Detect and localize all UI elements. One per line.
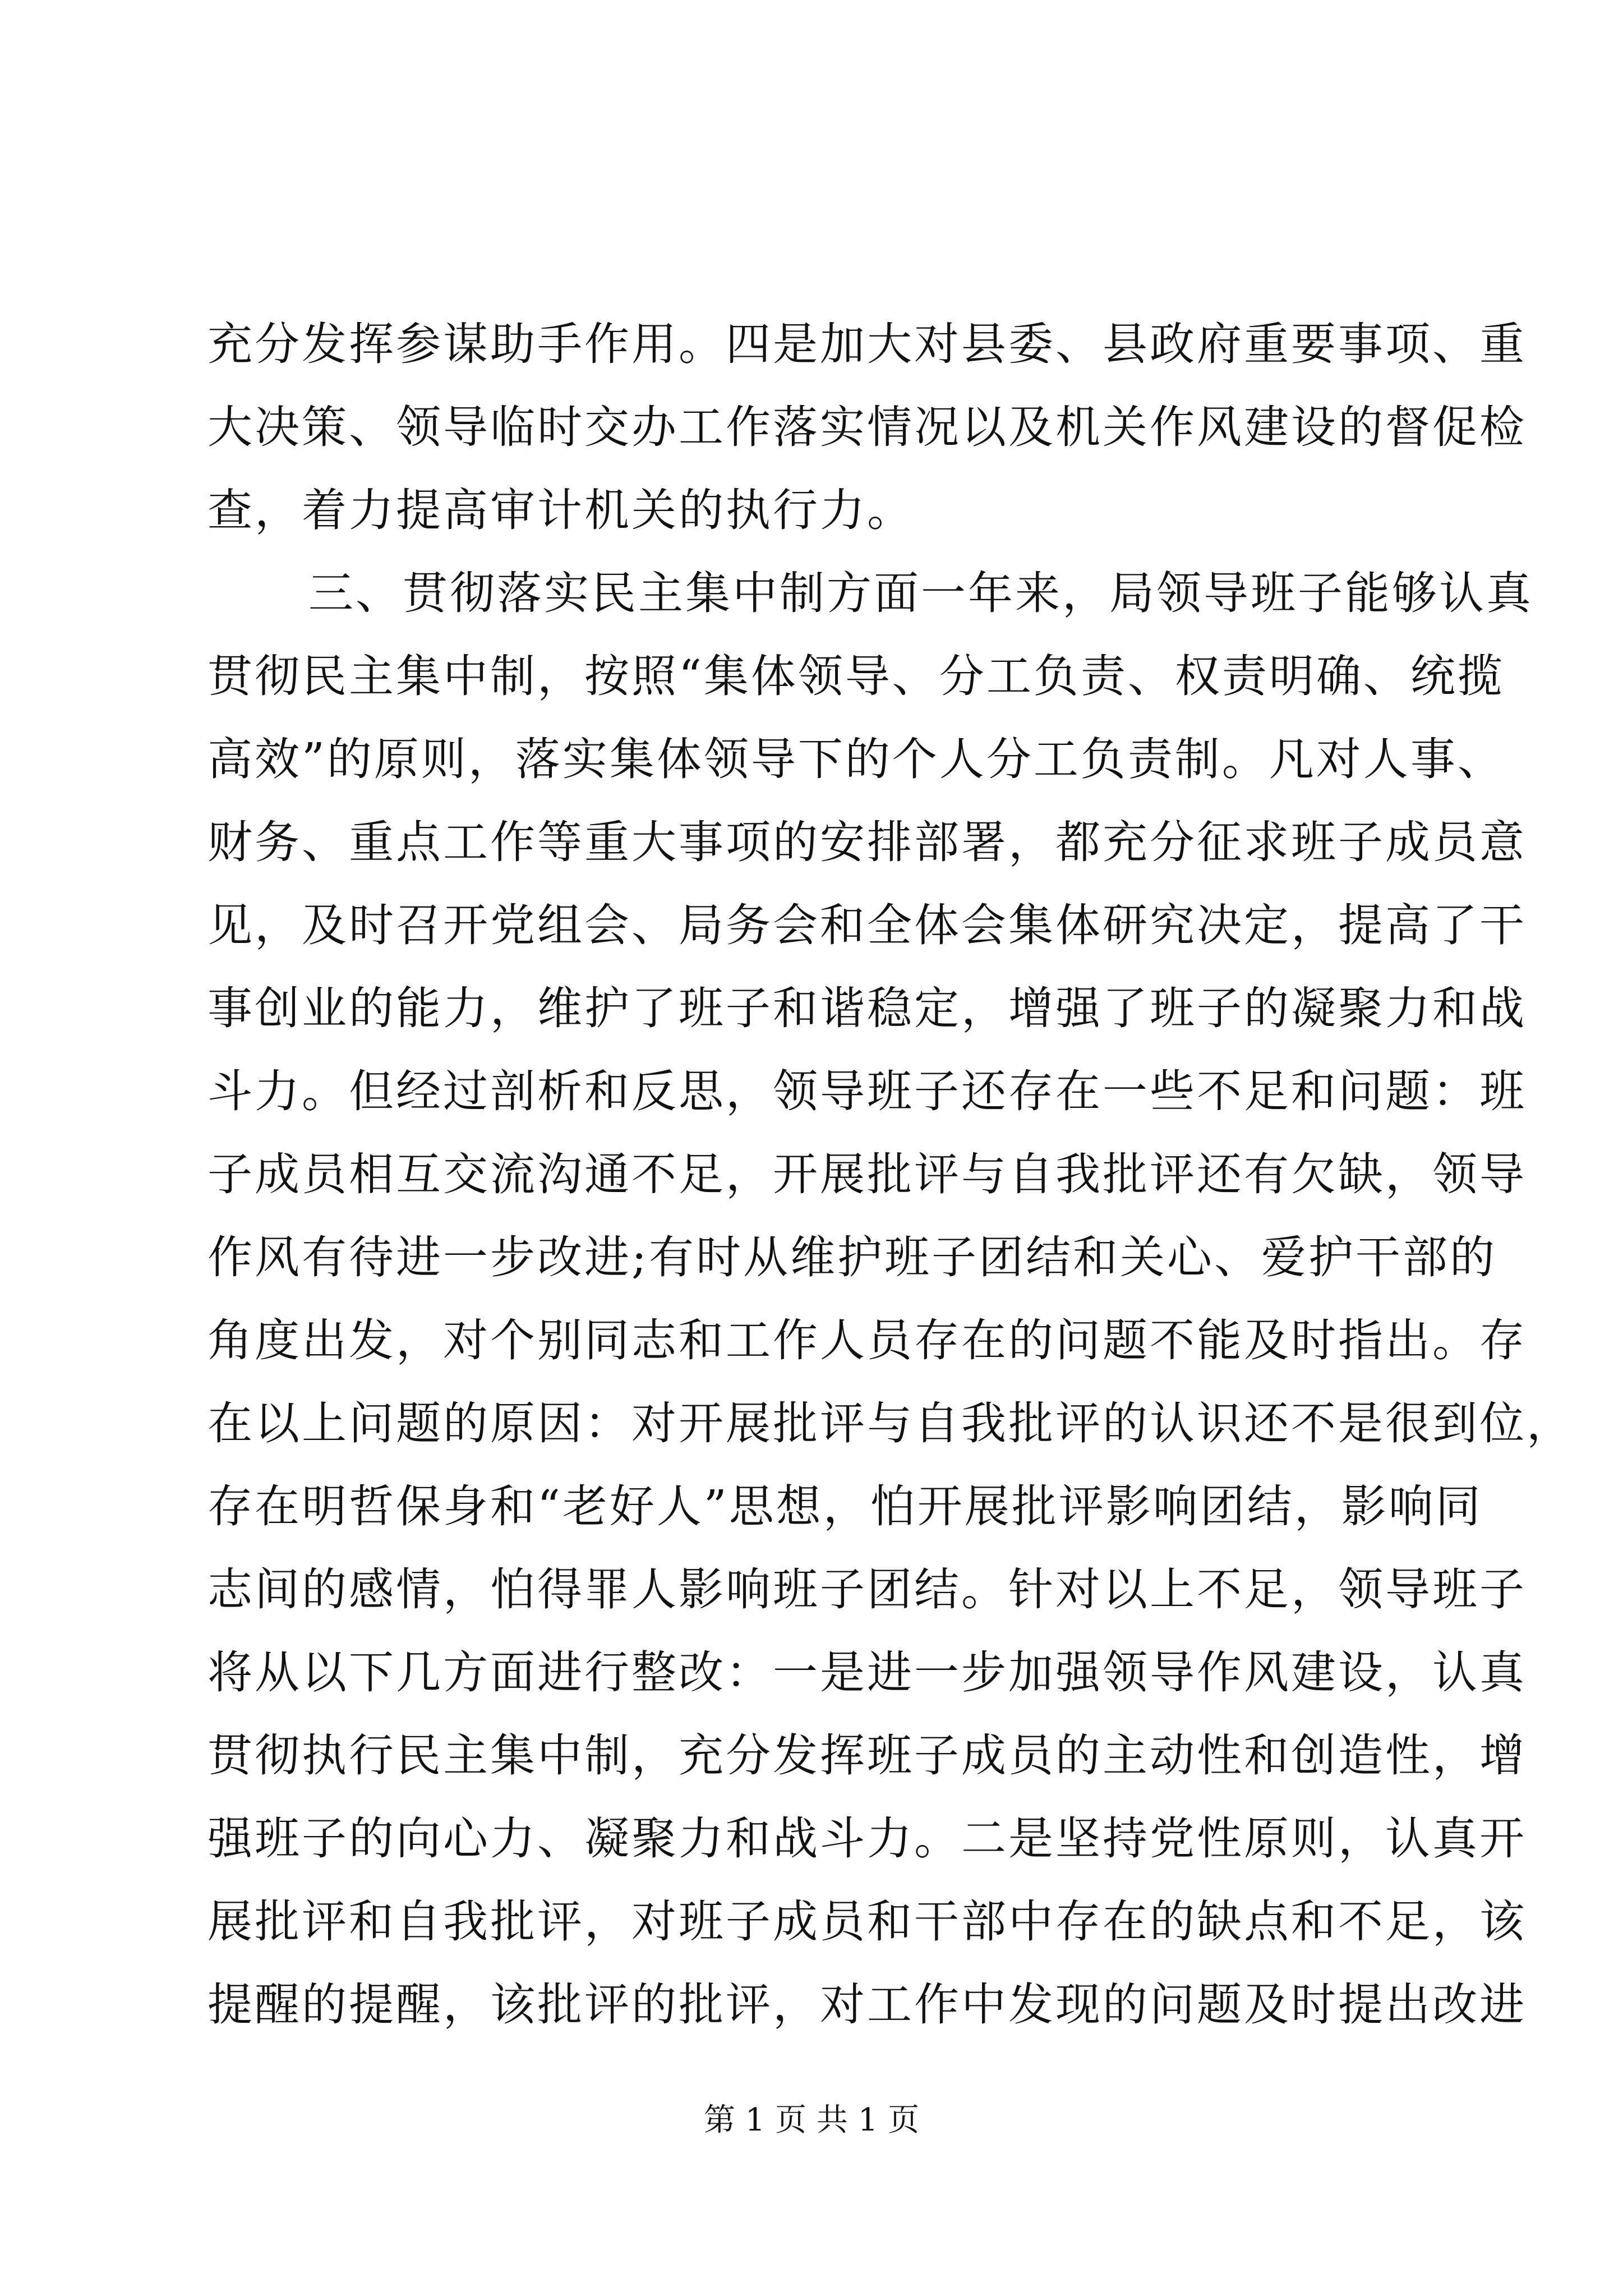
- text-line: 志间的感情，怕得罪人影响班子团结。针对以上不足，领导班子: [208, 1563, 1527, 1616]
- body-text: [208, 303, 1574, 2046]
- text-line: 角度出发，对个别同志和工作人员存在的问题不能及时指出。存: [208, 1314, 1527, 1366]
- page-number-footer: 第 1 页 共 1 页: [703, 2102, 920, 2138]
- text-line: 事创业的能力，维护了班子和谐稳定，增强了班子的凝聚力和战: [208, 982, 1527, 1034]
- text-line: 财务、重点工作等重大事项的安排部署，都充分征求班子成员意: [208, 816, 1527, 868]
- text-line: 贯彻执行民主集中制，充分发挥班子成员的主动性和创造性，增: [208, 1729, 1527, 1782]
- text-line: 将从以下几方面进行整改：一是进一步加强领导作风建设，认真: [208, 1646, 1527, 1699]
- text-line: 提醒的提醒，该批评的批评，对工作中发现的问题及时提出改进: [208, 1978, 1527, 2031]
- text-line: 高效”的原则，落实集体领导下的个人分工负责制。凡对人事、: [208, 733, 1505, 785]
- text-line: 子成员相互交流沟通不足，开展批评与自我批评还有欠缺，领导: [208, 1148, 1527, 1200]
- text-line: 作风有待进一步改进;有时从维护班子团结和关心、爱护干部的: [208, 1231, 1497, 1283]
- text-line: 在以上问题的原因：对开展批评与自我批评的认识还不是很到位，: [208, 1397, 1574, 1450]
- text-line: 见，及时召开党组会、局务会和全体会集体研究决定，提高了干: [208, 899, 1527, 951]
- text-line: 斗力。但经过剖析和反思，领导班子还存在一些不足和问题：班: [208, 1065, 1527, 1117]
- text-line: 三、贯彻落实民主集中制方面一年来，局领导班子能够认真: [308, 567, 1533, 619]
- text-line: 展批评和自我批评，对班子成员和干部中存在的缺点和不足，该: [208, 1895, 1527, 1948]
- text-line: 强班子的向心力、凝聚力和战斗力。二是坚持党性原则，认真开: [208, 1812, 1527, 1865]
- text-line: 查，着力提高审计机关的执行力。: [208, 484, 914, 536]
- text-line: 贯彻民主集中制，按照“集体领导、分工负责、权责明确、统揽: [208, 650, 1505, 702]
- text-line: 充分发挥参谋助手作用。四是加大对县委、县政府重要事项、重: [208, 318, 1527, 370]
- text-line: 存在明哲保身和“老好人”思想，怕开展批评影响团结，影响同: [208, 1480, 1483, 1533]
- text-line: 大决策、领导临时交办工作落实情况以及机关作风建设的督促检: [208, 401, 1527, 453]
